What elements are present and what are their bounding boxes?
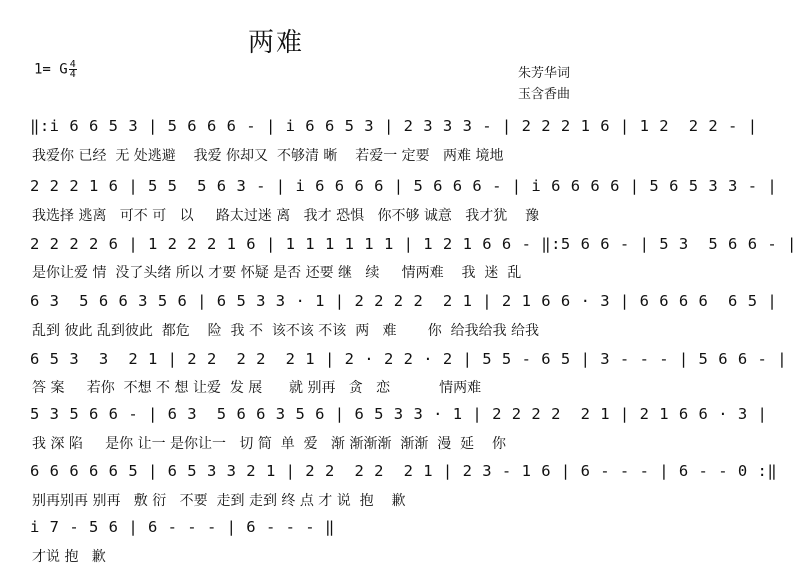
lyrics-line-5: 答 案 若你 不想 不 想 让爱 发 展 就 别再 贪 恋 情两难	[32, 380, 482, 396]
notation-line-7: 6 6 6 6 6 5 | 6 5 3 3 2 1 | 2 2 2 2 2 1 | 2 3 - 1 6 | 6 - - - | 6 - - 0 :‖	[30, 462, 778, 480]
notation-line-1: ‖:i 6 6 5 3 | 5 6 6 6 - | i 6 6 5 3 | 2 3 3 3 - | 2 2 2 1 6 | 1 2 2 2 - |	[30, 117, 758, 135]
lyrics-line-1: 我爱你 已经 无 处逃避 我爱 你却又 不够清 晰 若爱一 定要 两难 境地	[32, 148, 504, 164]
notation-line-6: 5 3 5 6 6 - | 6 3 5 6 6 3 5 6 | 6 5 3 3 · 1 | 2 2 2 2 2 1 | 2 1 6 6 · 3 |	[30, 405, 768, 423]
lyrics-line-4: 乱到 彼此 乱到彼此 都危 险 我 不 该不该 不该 两 难 你 给我给我 给我	[32, 323, 540, 339]
lyricist-credit: 朱芳华词	[518, 66, 571, 81]
lyrics-line-3: 是你让爱 情 没了头绪 所以 才要 怀疑 是否 还要 继 续 情两难 我 迷 乱	[32, 265, 522, 281]
lyrics-line-8: 才说 抱 歉	[32, 549, 106, 565]
key-label: 1= G	[34, 61, 68, 78]
time-signature	[69, 60, 77, 79]
notation-line-5: 6 5 3 3 2 1 | 2 2 2 2 2 1 | 2 · 2 2 · 2 | 5 5 - 6 5 | 3 - - - | 5 6 6 - |	[30, 350, 788, 368]
lyrics-line-6: 我 深 陷 是你 让一 是你让一 切 简 单 爱 渐 渐渐渐 渐渐 漫 延 你	[32, 436, 506, 452]
time-signature-top: 4	[69, 59, 76, 70]
notation-line-8: i 7 - 5 6 | 6 - - - | 6 - - - ‖	[30, 518, 335, 536]
notation-line-4: 6 3 5 6 6 3 5 6 | 6 5 3 3 · 1 | 2 2 2 2 2 1 | 2 1 6 6 · 3 | 6 6 6 6 6 5 |	[30, 292, 778, 310]
lyrics-line-7: 别再别再 别再 敷 衍 不要 走到 走到 终 点 才 说 抱 歉	[32, 493, 406, 509]
key-signature	[34, 60, 77, 79]
song-title: 两难	[248, 28, 305, 58]
time-signature-bottom: 4	[69, 69, 76, 80]
composer-credit: 玉含香曲	[518, 87, 571, 102]
notation-line-3: 2 2 2 2 6 | 1 2 2 2 1 6 | 1 1 1 1 1 1 | 1 2 1 6 6 - ‖:5 6 6 - | 5 3 5 6 6 - |	[30, 235, 797, 253]
notation-line-2: 2 2 2 1 6 | 5 5 5 6 3 - | i 6 6 6 6 | 5 6 6 6 - | i 6 6 6 6 | 5 6 5 3 3 - |	[30, 177, 778, 195]
lyrics-line-2: 我选择 逃离 可不 可 以 路太过迷 离 我才 恐惧 你不够 诚意 我才犹 豫	[32, 208, 540, 224]
